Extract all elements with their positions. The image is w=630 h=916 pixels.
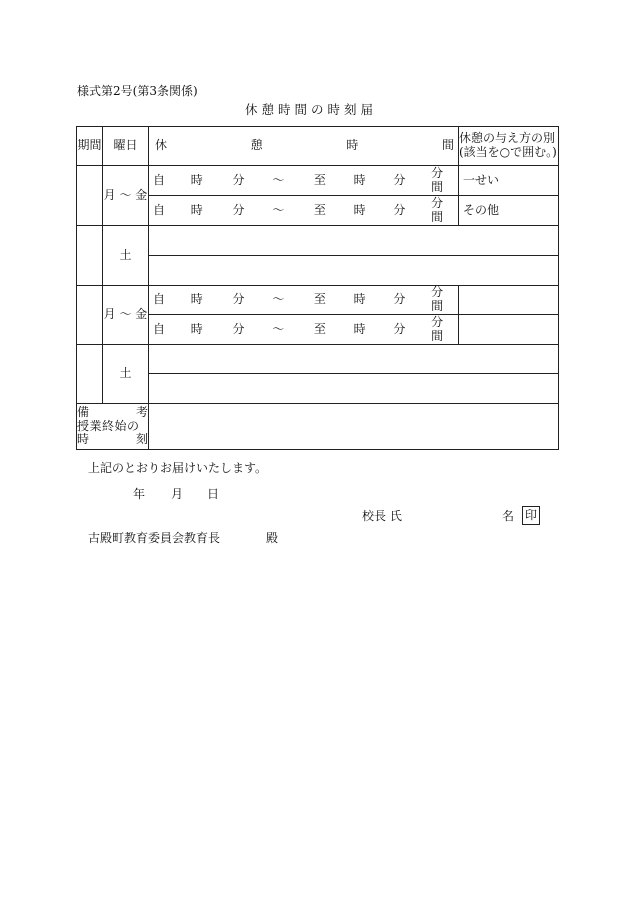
time-range-cell[interactable] xyxy=(149,196,459,226)
header-row xyxy=(77,127,559,166)
time-range-cell[interactable] xyxy=(149,315,459,345)
saturday-entry-cell[interactable] xyxy=(149,374,559,404)
remarks-line: 授業終始の xyxy=(77,418,140,433)
remarks-label xyxy=(77,404,149,450)
table-row xyxy=(77,256,559,286)
break-time-table xyxy=(76,126,559,450)
addressee: 古殿町教育委員会教育長 xyxy=(88,531,221,545)
tilde-label: 〜 xyxy=(272,172,285,187)
time-from-label: 自 xyxy=(153,321,166,336)
time-range-cell[interactable] xyxy=(149,166,459,196)
method-option-other[interactable]: その他 xyxy=(459,196,559,226)
period-cell[interactable] xyxy=(77,226,103,286)
table-row xyxy=(77,226,559,256)
addressee-honorific: 殿 xyxy=(266,531,279,545)
time-to-label: 至 xyxy=(313,202,326,217)
period-header: 期間 xyxy=(77,127,103,166)
header-char: 休 xyxy=(155,138,168,153)
weekday-cell: 月 〜 金 xyxy=(103,286,149,345)
remarks-char: 時 xyxy=(77,432,90,447)
time-from-label: 自 xyxy=(153,172,166,187)
method-cell[interactable] xyxy=(459,315,559,345)
method-header: 休憩の与え方の別(該当を○で囲む。) xyxy=(459,127,559,166)
minute-label: 分 xyxy=(393,321,406,336)
tilde-label: 〜 xyxy=(272,202,285,217)
time-to-label: 至 xyxy=(313,292,326,307)
table-row xyxy=(77,315,559,345)
table-row xyxy=(77,166,559,196)
time-range-cell[interactable] xyxy=(149,286,459,315)
hour-label: 時 xyxy=(353,172,366,187)
time-to-label: 至 xyxy=(313,172,326,187)
table-row xyxy=(77,286,559,315)
weekday-header: 曜日 xyxy=(103,127,149,166)
hour-label: 時 xyxy=(353,321,366,336)
minute-label: 分 xyxy=(232,172,245,187)
period-cell[interactable] xyxy=(77,166,103,226)
weekday-cell: 月 〜 金 xyxy=(103,166,149,226)
duration-label: 分間 xyxy=(431,314,444,343)
remarks-char: 刻 xyxy=(135,432,148,447)
minute-label: 分 xyxy=(393,172,406,187)
duration-label: 分間 xyxy=(431,285,444,313)
hour-label: 時 xyxy=(353,202,366,217)
hour-label: 時 xyxy=(190,202,203,217)
hour-label: 時 xyxy=(353,292,366,307)
hour-label: 時 xyxy=(190,292,203,307)
date-year-label: 年 xyxy=(133,487,146,501)
minute-label: 分 xyxy=(393,202,406,217)
period-cell[interactable] xyxy=(77,345,103,404)
remarks-entry-cell[interactable] xyxy=(149,404,559,450)
header-char: 間 xyxy=(441,138,454,153)
header-char: 憩 xyxy=(250,138,263,153)
break-time-header xyxy=(149,127,459,166)
tilde-label: 〜 xyxy=(272,292,285,307)
time-from-label: 自 xyxy=(153,202,166,217)
minute-label: 分 xyxy=(232,202,245,217)
saturday-entry-cell[interactable] xyxy=(149,345,559,374)
remarks-char: 考 xyxy=(135,404,148,419)
method-option-simultaneous[interactable]: 一せい xyxy=(459,166,559,196)
hour-label: 時 xyxy=(190,321,203,336)
submission-statement: 上記のとおりお届けいたします。 xyxy=(88,461,268,475)
header-char: 時 xyxy=(346,138,359,153)
tilde-label: 〜 xyxy=(272,321,285,336)
table-row xyxy=(77,196,559,226)
hour-label: 時 xyxy=(190,172,203,187)
minute-label: 分 xyxy=(232,292,245,307)
saturday-entry-cell[interactable] xyxy=(149,256,559,286)
saturday-cell: 土 xyxy=(103,345,149,404)
seal-mark: 印 xyxy=(522,506,540,525)
time-to-label: 至 xyxy=(313,321,326,336)
principal-name-label: 校長 氏 xyxy=(362,509,402,523)
method-cell[interactable] xyxy=(459,286,559,315)
table-row xyxy=(77,374,559,404)
form-number: 様式第2号(第3条関係) xyxy=(77,84,198,98)
principal-name-suffix: 名 xyxy=(502,509,515,523)
minute-label: 分 xyxy=(393,292,406,307)
remarks-char: 備 xyxy=(77,404,90,419)
saturday-cell: 土 xyxy=(103,226,149,286)
duration-label: 分間 xyxy=(431,195,444,224)
document-title: 休憩時間の時刻届 xyxy=(245,102,378,117)
minute-label: 分 xyxy=(232,321,245,336)
duration-label: 分間 xyxy=(431,165,444,194)
time-from-label: 自 xyxy=(153,292,166,307)
date-month-label: 月 xyxy=(171,487,184,501)
period-cell[interactable] xyxy=(77,286,103,345)
date-day-label: 日 xyxy=(207,487,220,501)
remarks-row xyxy=(77,404,559,450)
table-row xyxy=(77,345,559,374)
saturday-entry-cell[interactable] xyxy=(149,226,559,256)
